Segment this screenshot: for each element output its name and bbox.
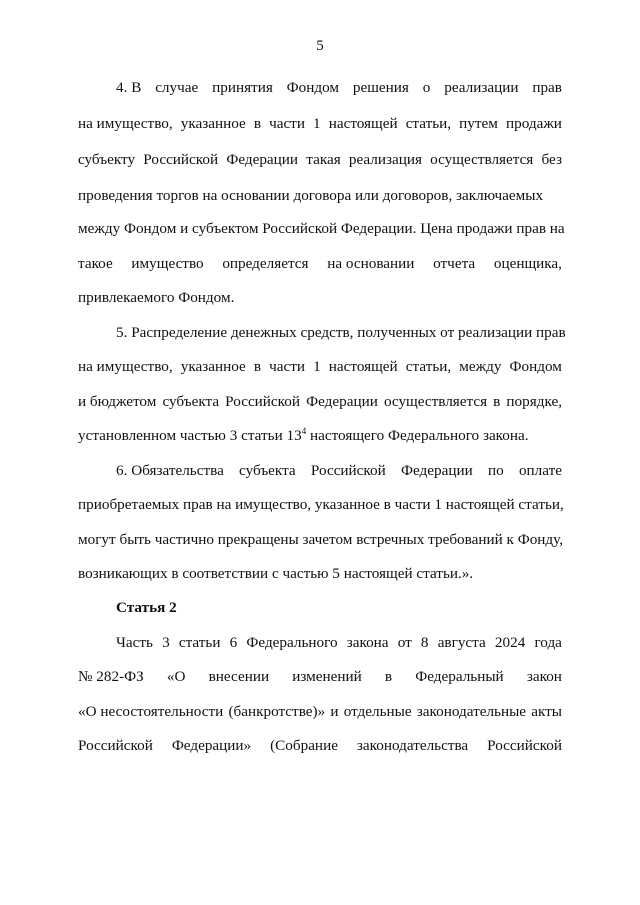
word: Российской xyxy=(143,151,219,168)
word: № 282-ФЗ xyxy=(78,668,144,685)
word: настоящей xyxy=(328,115,398,132)
word: Федерации xyxy=(306,393,378,410)
word: изменений xyxy=(292,668,362,685)
word: «О xyxy=(166,668,186,685)
word: о xyxy=(422,79,431,96)
word: оплате xyxy=(518,462,562,479)
word: Часть xyxy=(116,634,153,651)
para4-line-2 xyxy=(78,114,562,134)
word: без xyxy=(541,151,562,168)
word: в xyxy=(253,115,261,132)
word: такое xyxy=(78,255,113,272)
word: «О несостоятельности xyxy=(78,703,224,720)
para5-line-4-text: установленном частью 3 статьи 13 xyxy=(78,427,302,444)
word: 2024 xyxy=(494,634,526,651)
word: отдельные xyxy=(343,703,412,720)
word: Федерации xyxy=(226,151,299,168)
word: и бюджетом xyxy=(78,393,157,410)
para4-line-1 xyxy=(116,78,562,98)
word: закон xyxy=(526,668,562,685)
word: Российской xyxy=(310,462,386,479)
para6-line-1 xyxy=(116,461,562,481)
word: 6. Обязательства xyxy=(116,462,224,479)
word: указанное xyxy=(180,358,246,375)
word: части xyxy=(269,115,305,132)
para5-line-3 xyxy=(78,392,562,412)
para4-line-4: проведения торгов на основании договора или договоров, заключаемых xyxy=(78,187,544,204)
word: определяется xyxy=(222,255,309,272)
para5-line-1: 5. Распределение денежных средств, полученных от реализации прав xyxy=(116,324,566,341)
article2-line-2 xyxy=(78,667,562,687)
article2-line-3 xyxy=(78,702,562,722)
word: Федеральный xyxy=(415,668,504,685)
word: оценщика, xyxy=(493,255,562,272)
word: настоящей xyxy=(328,358,398,375)
word: на имущество, xyxy=(78,115,173,132)
word: статьи xyxy=(178,634,221,651)
word: 8 xyxy=(420,634,429,651)
word: августа xyxy=(437,634,486,651)
word: Российской xyxy=(78,737,153,754)
page-number: 5 xyxy=(316,38,324,54)
word: реализация xyxy=(348,151,422,168)
word: на имущество, xyxy=(78,358,173,375)
word: принятия xyxy=(212,79,273,96)
word: осуществляется xyxy=(430,151,534,168)
para6-line-3: могут быть частично прекращены зачетом встречных требований к Фонду, xyxy=(78,531,564,548)
article2-line-4 xyxy=(78,736,562,756)
word: Российской xyxy=(225,393,301,410)
word: осуществляется xyxy=(383,393,488,410)
word: между xyxy=(459,358,502,375)
word: Федерального xyxy=(246,634,338,651)
word: отчета xyxy=(433,255,476,272)
word: Федерации» xyxy=(171,737,252,754)
para5-line-4 xyxy=(78,426,562,446)
word: субъекту xyxy=(78,151,136,168)
word: года xyxy=(534,634,562,651)
para4-line-3 xyxy=(78,150,562,170)
word: в xyxy=(493,393,501,410)
word: внесении xyxy=(208,668,270,685)
superscript: 4 xyxy=(301,426,307,436)
word: 1 xyxy=(313,358,321,375)
word: (банкротстве)» xyxy=(228,703,326,720)
para5-line-4-text-end: настоящего Федерального закона. xyxy=(306,427,529,444)
word: 4. В xyxy=(116,79,142,96)
word: статьи, xyxy=(405,115,452,132)
word: Российской xyxy=(487,737,562,754)
word: имущество xyxy=(131,255,204,272)
word: 6 xyxy=(229,634,238,651)
word: случае xyxy=(155,79,199,96)
para6-line-2: приобретаемых прав на имущество, указанное в части 1 настоящей статьи, xyxy=(78,496,564,513)
para6-line-4: возникающих в соответствии с частью 5 настоящей статьи.». xyxy=(78,565,474,582)
word: законодательные xyxy=(416,703,527,720)
word: и xyxy=(330,703,339,720)
para4-line-7: привлекаемого Фондом. xyxy=(78,289,235,306)
word: прав xyxy=(532,79,562,96)
word: от xyxy=(397,634,412,651)
word: по xyxy=(487,462,504,479)
word: акты xyxy=(531,703,562,720)
word: 1 xyxy=(313,115,321,132)
word: продажи xyxy=(505,115,562,132)
word: путем xyxy=(459,115,498,132)
word: Федерации xyxy=(401,462,473,479)
word: (Собрание xyxy=(270,737,338,754)
article2-line-1 xyxy=(116,633,562,653)
word: закона xyxy=(346,634,389,651)
word: Фондом xyxy=(286,79,340,96)
word: 3 xyxy=(162,634,170,651)
word: субъекта xyxy=(162,393,220,410)
word: указанное xyxy=(180,115,246,132)
word: в xyxy=(253,358,262,375)
para5-line-2 xyxy=(78,357,562,377)
word: законодательства xyxy=(356,737,469,754)
word: реализации xyxy=(444,79,519,96)
word: решения xyxy=(352,79,409,96)
article-heading: Статья 2 xyxy=(116,599,177,616)
word: статьи, xyxy=(405,358,452,375)
word: части xyxy=(269,358,305,375)
word: субъекта xyxy=(239,462,296,479)
word: такая xyxy=(306,151,341,168)
word: Фондом xyxy=(509,358,562,375)
word: порядке, xyxy=(506,393,562,410)
word: на основании xyxy=(327,255,415,272)
para4-line-6 xyxy=(78,254,562,274)
para4-line-5: между Фондом и субъектом Российской Федерации. Цена продажи прав на xyxy=(78,220,565,237)
word: в xyxy=(384,668,393,685)
